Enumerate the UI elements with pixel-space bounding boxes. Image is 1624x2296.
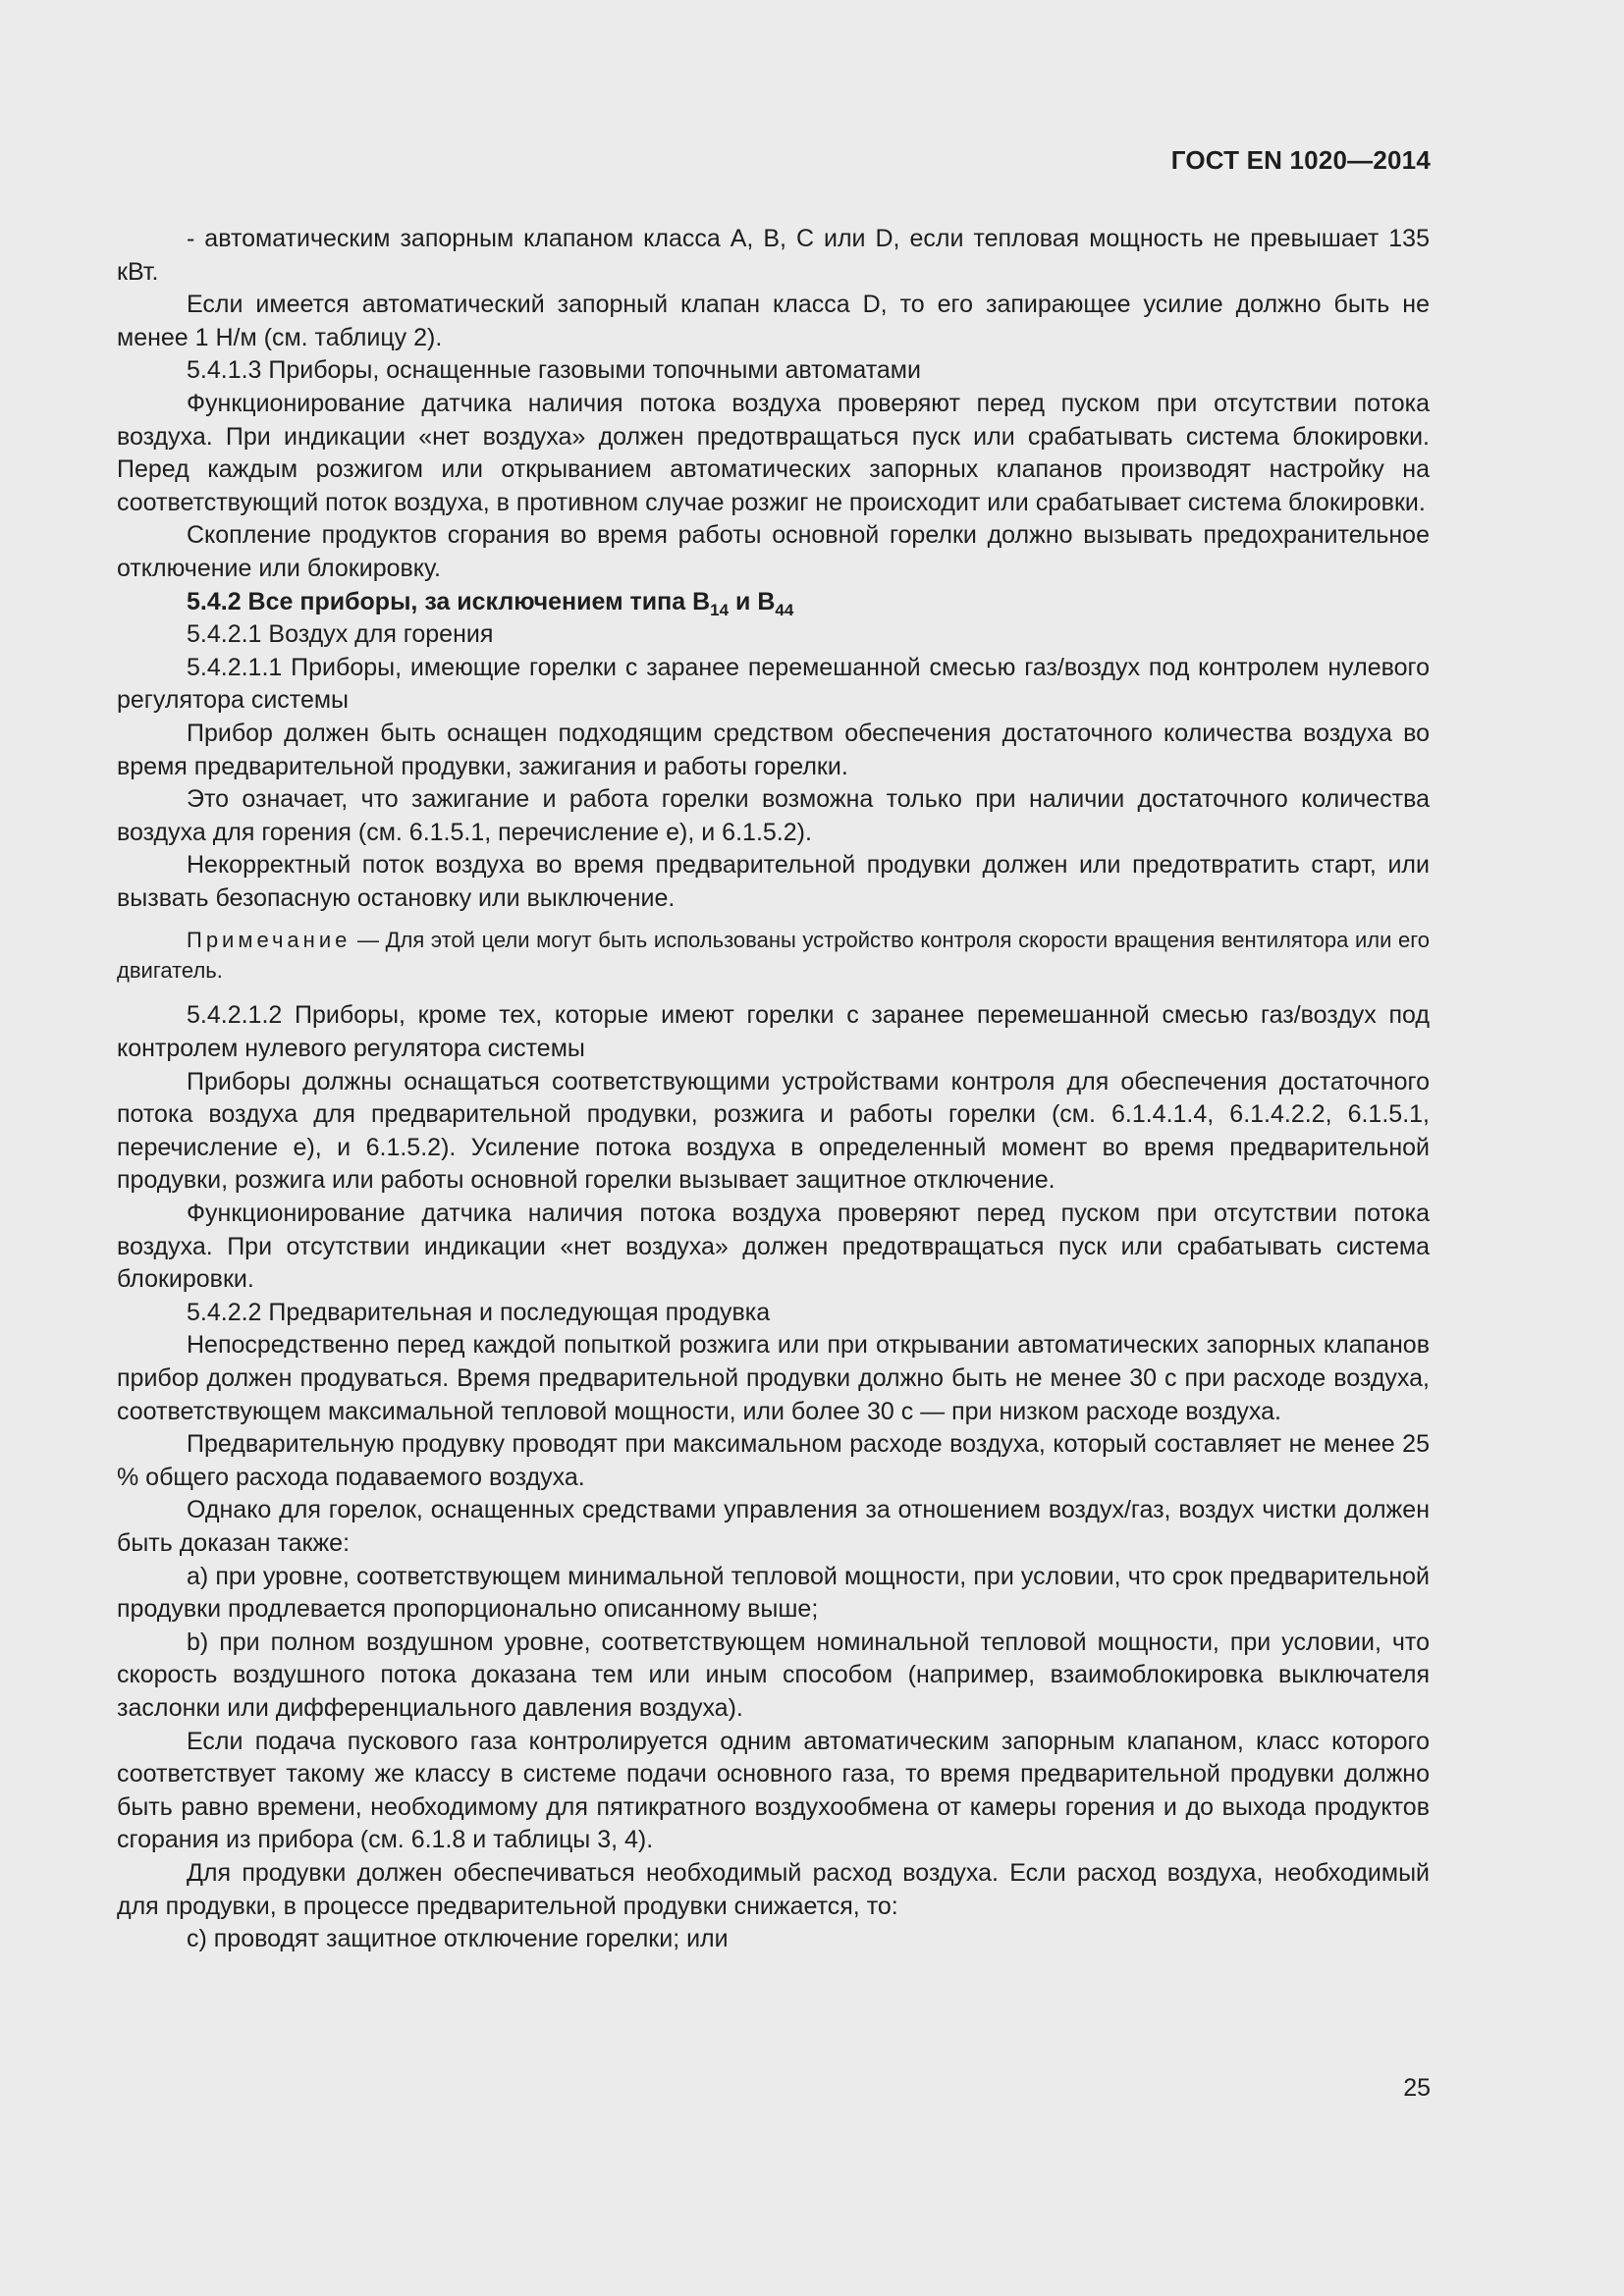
list-item: c) проводят защитное отключение горелки; или (187, 1925, 729, 1953)
paragraph: Если подача пускового газа контролируется одним автоматическим запорным клапаном, класс которого соответствует такому же классу в системе подачи основного газа, то время предварительной продувки должно быть равно времени, необходимому для пятикратного воздухообмена от камеры горения и до выхода продуктов сгорания из прибора (см. 6.1.8 и таблицы 3, 4). (117, 1727, 1430, 1854)
paragraph: Непосредственно перед каждой попыткой розжига или при открывании автоматических запорных клапанов прибор должен продуваться. Время предварительной продувки должно быть не менее 30 с при расходе воздуха, соответствующем максимальной тепловой мощности, или более 30 с — при низком расходе воздуха. (117, 1331, 1430, 1425)
paragraph: Приборы должны оснащаться соответствующими устройствами контроля для обеспечения достаточного потока воздуха для предварительной продувки, розжига и работы горелки (см. 6.1.4.1.4, 6.1.4.2.2, 6.1.5.1, перечисление е), и 6.1.5.2). Усиление потока воздуха в определенный момент во время предварительной продувки, розжига или работы основной горелки вызывает защитное отключение. (117, 1067, 1430, 1195)
note-label: Примечание (187, 928, 352, 953)
subsection-title: 5.4.1.3 Приборы, оснащенные газовыми топочными автоматами (187, 356, 921, 385)
document-body (117, 223, 1430, 1956)
paragraph: Однако для горелок, оснащенных средствами управления за отношением воздух/газ, воздух чистки должен быть доказан также: (117, 1496, 1430, 1557)
subsection-title: 5.4.2.1.1 Приборы, имеющие горелки с заранее перемешанной смесью газ/воздух под контролем нулевого регулятора системы (117, 653, 1430, 715)
paragraph: Функционирование датчика наличия потока воздуха проверяют перед пуском при отсутствии потока воздуха. При индикации «нет воздуха» должен предотвращаться пуск или срабатывать система блокировки. Перед каждым розжигом или открыванием автоматических запорных клапанов производят настройку на соответствующий поток воздуха, в противном случае розжиг не происходит или срабатывает система блокировки. (117, 389, 1430, 516)
paragraph: Для продувки должен обеспечиваться необходимый расход воздуха. Если расход воздуха, необходимый для продувки, в процессе предварительной продувки снижается, то: (117, 1858, 1430, 1920)
paragraph: Предварительную продувку проводят при максимальном расходе воздуха, который составляет не менее 25 % общего расхода подаваемого воздуха. (117, 1430, 1430, 1491)
paragraph: Это означает, что зажигание и работа горелки возможна только при наличии достаточного количества воздуха для горения (см. 6.1.5.1, перечисление е), и 6.1.5.2). (117, 785, 1430, 846)
list-item: b) при полном воздушном уровне, соответствующем номинальной тепловой мощности, при условии, что скорость воздушного потока доказана тем или иным способом (например, взаимоблокировка выключателя заслонки или дифференциального давления воздуха). (117, 1628, 1430, 1722)
document-header: ГОСТ EN 1020—2014 (1170, 145, 1431, 175)
note (117, 925, 1430, 986)
note-text: — Для этой цели могут быть использованы устройство контроля скорости вращения вентилятора или его двигатель. (117, 928, 1430, 984)
section-heading: 5.4.2 Все приборы, за исключением типа $В_{14}$ и $В_{44}$ (187, 587, 794, 619)
paragraph: Некорректный поток воздуха во время предварительной продувки должен или предотвратить старт, или вызвать безопасную остановку или выключение. (117, 851, 1430, 912)
subsection-title: 5.4.2.2 Предварительная и последующая продувка (187, 1298, 771, 1326)
paragraph: Если имеется автоматический запорный клапан класса D, то его запирающее усилие должно быть не менее 1 Н/м (см. таблицу 2). (117, 291, 1430, 351)
paragraph: Функционирование датчика наличия потока воздуха проверяют перед пуском при отсутствии потока воздуха. При отсутствии индикации «нет воздуха» должен предотвращаться пуск или срабатывать система блокировки. (117, 1200, 1430, 1294)
page-number: 25 (1403, 2074, 1431, 2102)
subsection-title: 5.4.2.1 Воздух для горения (187, 620, 494, 649)
subsection-title: 5.4.2.1.2 Приборы, кроме тех, которые имеют горелки с заранее перемешанной смесью газ/воздух под контролем нулевого регулятора системы (117, 1001, 1430, 1063)
paragraph: - автоматическим запорным клапаном класса А, В, С или D, если тепловая мощность не превышает 135 кВт. (117, 225, 1430, 286)
list-item: a) при уровне, соответствующем минимальной тепловой мощности, при условии, что срок предварительной продувки продлевается пропорционально описанному выше; (117, 1562, 1430, 1624)
paragraph: Скопление продуктов сгорания во время работы основной горелки должно вызывать предохранительное отключение или блокировку. (117, 521, 1430, 582)
paragraph: Прибор должен быть оснащен подходящим средством обеспечения достаточного количества воздуха во время предварительной продувки, зажигания и работы горелки. (117, 719, 1430, 780)
